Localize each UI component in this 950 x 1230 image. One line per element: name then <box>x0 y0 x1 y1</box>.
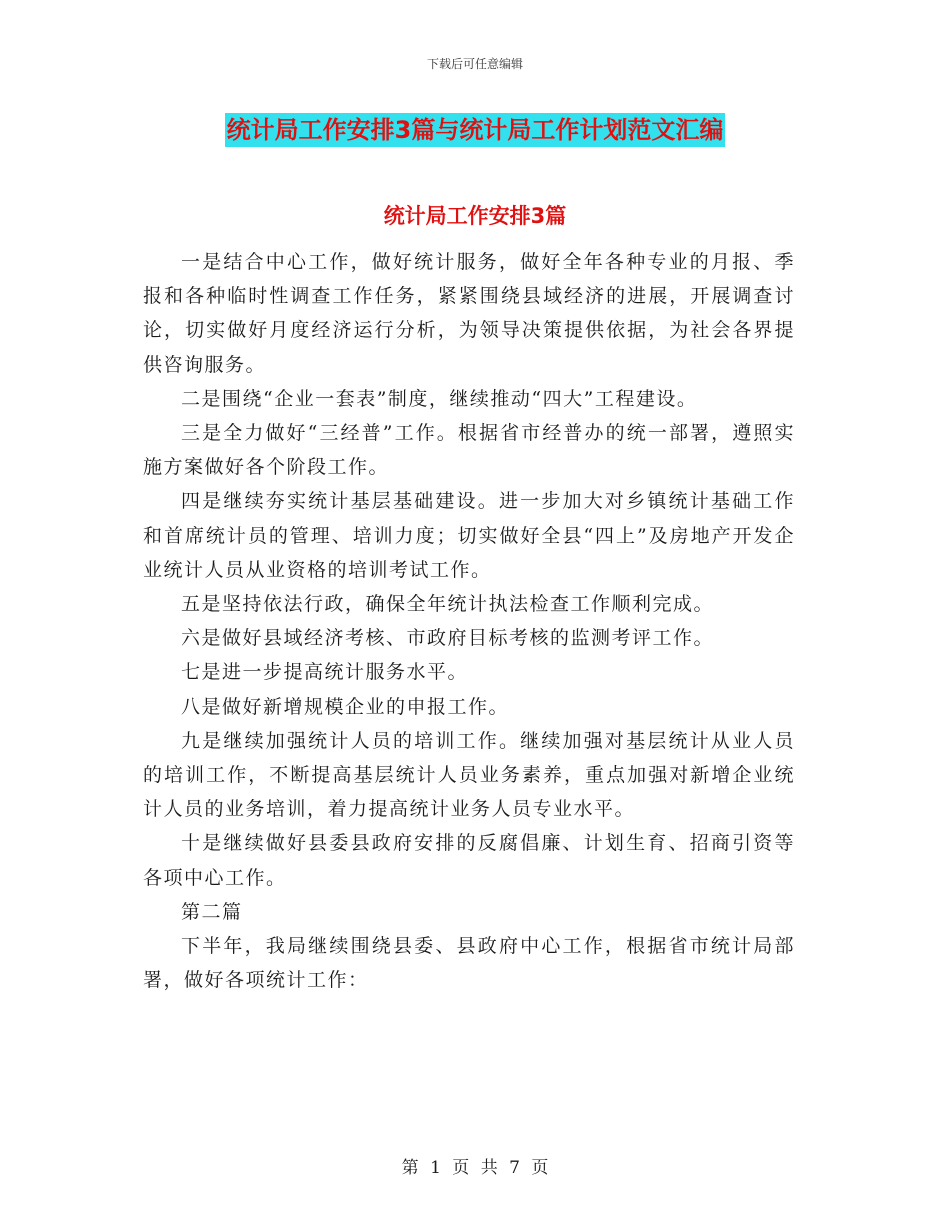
paragraph-6: 六是做好县域经济考核、市政府目标考核的监测考评工作。 <box>181 627 715 650</box>
paragraph-3: 三是全力做好“三经普”工作。根据省市经普办的统一部署，遵照实施方案做好各个阶段工作。 <box>143 422 795 479</box>
section-heading-second: 第二篇 <box>181 900 243 923</box>
header-note: 下载后可任意编辑 <box>426 57 523 71</box>
paragraph-1: 一是结合中心工作，做好统计服务，做好全年各种专业的月报、季报和各种临时性调查工作任务，紧紧围绕县域经济的进展，开展调查讨论，切实做好月度经济运行分析，为领导决策提供依据，为社会各界提供咨询服务。 <box>143 251 795 376</box>
paragraph-7: 七是进一步提高统计服务水平。 <box>181 661 469 684</box>
paragraph-9: 九是继续加强统计人员的培训工作。继续加强对基层统计从业人员的培训工作，不断提高基层统计人员业务素养，重点加强对新增企业统计人员的业务培训，着力提高统计业务人员专业水平。 <box>143 729 795 821</box>
section-title: 统计局工作安排3篇 <box>383 204 567 228</box>
paragraph-10: 十是继续做好县委县政府安排的反腐倡廉、计划生育、招商引资等各项中心工作。 <box>143 832 795 889</box>
paragraph-5: 五是坚持依法行政，确保全年统计执法检查工作顺利完成。 <box>181 593 715 616</box>
paragraph-4: 四是继续夯实统计基层基础建设。进一步加大对乡镇统计基础工作和首席统计员的管理、培训力度；切实做好全县“四上”及房地产开发企业统计人员从业资格的培训考试工作。 <box>143 490 795 581</box>
main-title: 统计局工作安排3篇与统计局工作计划范文汇编 <box>225 113 726 147</box>
paragraph-8: 八是做好新增规模企业的申报工作。 <box>181 695 510 718</box>
paragraph-12: 下半年，我局继续围绕县委、县政府中心工作，根据省市统计局部署，做好各项统计工作： <box>143 935 795 992</box>
page-footer: 第 1 页 共 7 页 <box>401 1158 549 1178</box>
main-title-container <box>0 113 950 147</box>
paragraph-2: 二是围绕“企业一套表”制度，继续推动“四大”工程建设。 <box>181 387 698 410</box>
document-body <box>143 245 795 997</box>
